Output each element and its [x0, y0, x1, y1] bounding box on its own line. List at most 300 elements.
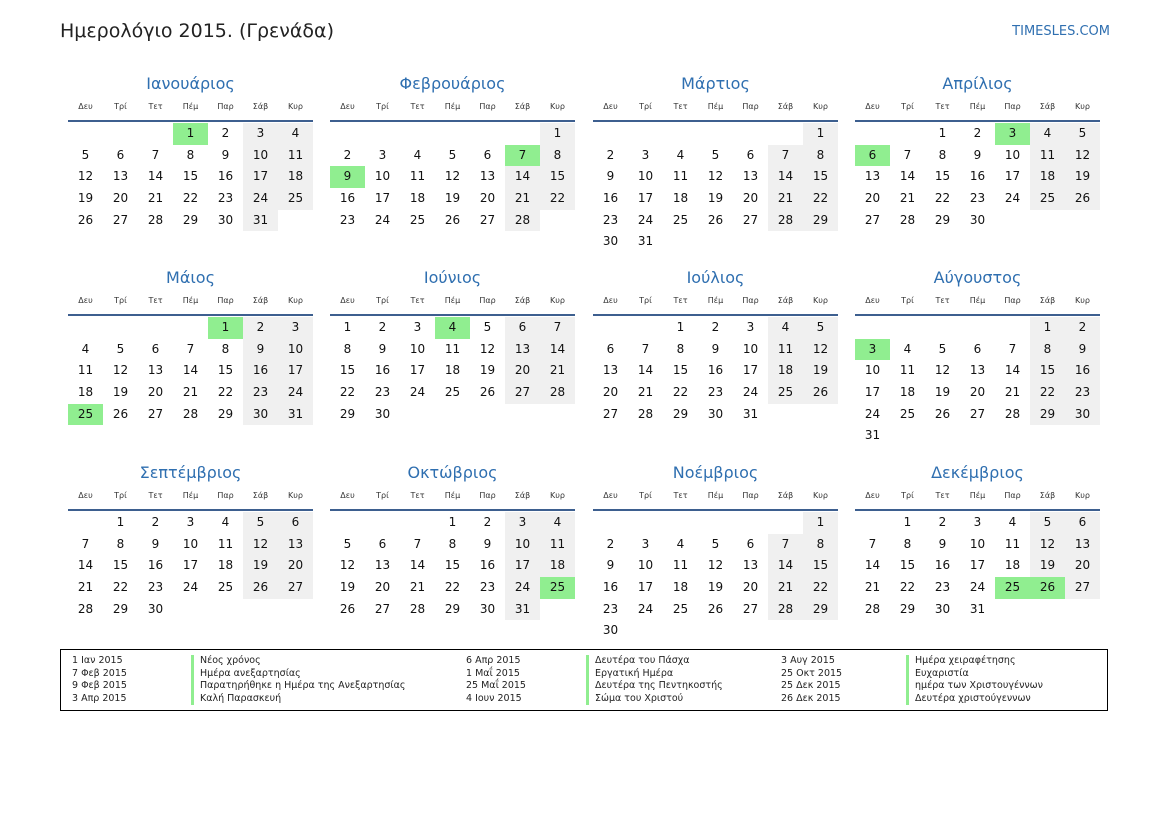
- day-cell: 20: [374, 580, 391, 595]
- day-cell: 18: [77, 385, 94, 400]
- month-title: Φεβρουάριος: [399, 74, 506, 93]
- weekday-label: Παρ: [479, 296, 496, 305]
- day-cell: 9: [973, 147, 982, 162]
- day-cell: 18: [899, 385, 916, 400]
- weekday-header: [330, 490, 575, 511]
- day-cell: 28: [899, 212, 916, 227]
- day-cell: 23: [602, 601, 619, 616]
- day-cell: 8: [448, 536, 457, 551]
- day-cell: 8: [221, 341, 230, 356]
- day-cell: 30: [374, 406, 391, 421]
- day-cell: 8: [803, 534, 838, 556]
- day-cell: 22: [934, 191, 951, 206]
- weekday-label: Τρί: [639, 296, 652, 305]
- day-cell: 25: [672, 212, 689, 227]
- month-title: Ιούλιος: [686, 268, 745, 287]
- day-cell: 21: [768, 188, 803, 210]
- day-cell: 12: [112, 363, 129, 378]
- month-calendar: [855, 462, 1100, 620]
- day-cell: 5: [483, 320, 492, 334]
- day-cell: 21: [505, 188, 540, 210]
- weekday-label: Δευ: [340, 491, 355, 500]
- holiday-day-cell: 3: [995, 123, 1030, 145]
- day-cell: 8: [903, 536, 912, 551]
- weekday-label: Πέμ: [444, 102, 461, 111]
- day-cell: 9: [711, 341, 720, 356]
- holiday-date: 25 Μαΐ 2015: [466, 680, 526, 692]
- day-cell: 30: [602, 623, 619, 638]
- day-cell: 9: [243, 339, 278, 361]
- weekday-label: Παρ: [217, 491, 234, 500]
- day-cell: 28: [540, 382, 575, 404]
- day-cell: 4: [1030, 123, 1065, 145]
- weekday-label: Σάβ: [1039, 102, 1056, 111]
- empty-day-cell: [138, 123, 173, 145]
- day-cell: 19: [77, 191, 94, 206]
- day-cell: 16: [602, 191, 619, 206]
- day-cell: 18: [409, 191, 426, 206]
- month-calendar: [593, 267, 838, 425]
- day-cell: 10: [243, 145, 278, 167]
- day-cell: 24: [637, 212, 654, 227]
- day-cell: 19: [339, 580, 356, 595]
- day-cell: 28: [768, 210, 803, 232]
- day-cell: 3: [413, 320, 422, 334]
- weekday-label: Τρί: [639, 102, 652, 111]
- empty-day-cell: [138, 317, 173, 339]
- day-cell: 11: [768, 339, 803, 361]
- day-cell: 31: [864, 428, 881, 443]
- empty-day-cell: [173, 317, 208, 339]
- day-cell: 16: [707, 363, 724, 378]
- empty-day-cell: [68, 317, 103, 339]
- day-cell: 11: [1030, 145, 1065, 167]
- weekday-label: Πέμ: [182, 102, 199, 111]
- holiday-name: ημέρα των Χριστουγέννων: [906, 680, 1043, 693]
- day-cell: 27: [479, 212, 496, 227]
- day-cell: 10: [182, 536, 199, 551]
- day-cell: 13: [505, 339, 540, 361]
- day-cell: 25: [278, 188, 313, 210]
- weekday-label: Παρ: [479, 491, 496, 500]
- day-cell: 9: [151, 536, 160, 551]
- days-grid: [593, 123, 838, 253]
- day-cell: 17: [637, 580, 654, 595]
- day-cell: 20: [278, 555, 313, 577]
- weekday-header: [593, 101, 838, 122]
- day-cell: 18: [672, 191, 689, 206]
- weekday-label: Πέμ: [969, 102, 986, 111]
- empty-day-cell: [330, 512, 365, 534]
- day-cell: 2: [973, 126, 982, 140]
- day-cell: 11: [444, 341, 461, 356]
- day-cell: 28: [409, 601, 426, 616]
- day-cell: 15: [803, 166, 838, 188]
- day-cell: 5: [711, 147, 720, 162]
- holiday-day-cell: 25: [540, 577, 575, 599]
- day-cell: 30: [969, 212, 986, 227]
- empty-day-cell: [663, 512, 698, 534]
- day-cell: 14: [768, 555, 803, 577]
- day-cell: 25: [217, 580, 234, 595]
- day-cell: 18: [278, 166, 313, 188]
- day-cell: 30: [479, 601, 496, 616]
- days-grid: [68, 123, 313, 231]
- day-cell: 21: [409, 580, 426, 595]
- holiday-date: 1 Ιαν 2015: [72, 655, 123, 666]
- day-cell: 13: [479, 169, 496, 184]
- day-cell: 6: [378, 536, 387, 551]
- empty-day-cell: [628, 317, 663, 339]
- day-cell: 12: [1030, 534, 1065, 556]
- month-title: Νοέμβριος: [672, 463, 759, 482]
- holiday-day-cell: 25: [68, 404, 103, 426]
- day-cell: 22: [444, 580, 461, 595]
- day-cell: 17: [969, 558, 986, 573]
- day-cell: 27: [147, 406, 164, 421]
- day-cell: 7: [151, 147, 160, 162]
- days-grid: [68, 317, 313, 425]
- day-cell: 20: [479, 191, 496, 206]
- day-cell: 26: [707, 212, 724, 227]
- day-cell: 6: [151, 341, 160, 356]
- empty-day-cell: [768, 123, 803, 145]
- day-cell: 10: [374, 169, 391, 184]
- weekday-label: Τετ: [935, 296, 950, 305]
- day-cell: 15: [182, 169, 199, 184]
- day-cell: 21: [637, 385, 654, 400]
- day-cell: 16: [479, 558, 496, 573]
- day-cell: 8: [343, 341, 352, 356]
- weekday-header: [855, 101, 1100, 122]
- month-calendar: [593, 462, 838, 642]
- empty-day-cell: [330, 123, 365, 145]
- day-cell: 27: [969, 406, 986, 421]
- day-cell: 30: [147, 601, 164, 616]
- weekday-label: Παρ: [1004, 491, 1021, 500]
- day-cell: 1: [116, 515, 125, 529]
- weekday-label: Παρ: [742, 102, 759, 111]
- day-cell: 21: [899, 191, 916, 206]
- day-cell: 15: [934, 169, 951, 184]
- holiday-name: Σώμα του Χριστού: [586, 693, 683, 706]
- day-cell: 19: [444, 191, 461, 206]
- day-cell: 14: [1004, 363, 1021, 378]
- weekday-label: Τετ: [410, 296, 425, 305]
- weekday-label: Τετ: [410, 491, 425, 500]
- empty-day-cell: [663, 123, 698, 145]
- day-cell: 14: [505, 166, 540, 188]
- day-cell: 3: [243, 123, 278, 145]
- day-cell: 27: [112, 212, 129, 227]
- day-cell: 28: [77, 601, 94, 616]
- day-cell: 23: [217, 191, 234, 206]
- day-cell: 24: [505, 577, 540, 599]
- day-cell: 20: [602, 385, 619, 400]
- day-cell: 11: [899, 363, 916, 378]
- weekday-header: [330, 295, 575, 316]
- day-cell: 24: [637, 601, 654, 616]
- day-cell: 18: [768, 360, 803, 382]
- day-cell: 21: [182, 385, 199, 400]
- month-title: Οκτώβριος: [407, 463, 498, 482]
- weekday-header: [330, 101, 575, 122]
- site-link[interactable]: TIMESLES.COM: [1012, 24, 1110, 39]
- day-cell: 25: [672, 601, 689, 616]
- weekday-label: Πέμ: [707, 102, 724, 111]
- weekday-label: Πέμ: [707, 491, 724, 500]
- day-cell: 16: [969, 169, 986, 184]
- month-calendar: [330, 73, 575, 231]
- weekday-label: Κυρ: [550, 296, 565, 305]
- day-cell: 2: [221, 126, 230, 140]
- month-calendar: [855, 267, 1100, 447]
- weekday-header: [593, 490, 838, 511]
- day-cell: 6: [606, 341, 615, 356]
- day-cell: 9: [606, 169, 615, 184]
- day-cell: 11: [672, 169, 689, 184]
- day-cell: 24: [374, 212, 391, 227]
- day-cell: 23: [934, 580, 951, 595]
- month-title: Ιανουάριος: [146, 74, 235, 93]
- day-cell: 12: [444, 169, 461, 184]
- holiday-date: 3 Απρ 2015: [72, 692, 127, 704]
- day-cell: 5: [711, 536, 720, 551]
- day-cell: 27: [602, 406, 619, 421]
- day-cell: 10: [742, 341, 759, 356]
- holiday-date: 26 Δεκ 2015: [781, 692, 841, 704]
- weekday-label: Πέμ: [444, 296, 461, 305]
- day-cell: 17: [278, 360, 313, 382]
- day-cell: 3: [378, 147, 387, 162]
- day-cell: 16: [602, 580, 619, 595]
- day-cell: 16: [1065, 360, 1100, 382]
- empty-day-cell: [68, 123, 103, 145]
- day-cell: 12: [707, 169, 724, 184]
- holiday-day-cell: 9: [330, 166, 365, 188]
- day-cell: 27: [864, 212, 881, 227]
- day-cell: 4: [278, 123, 313, 145]
- day-cell: 23: [243, 382, 278, 404]
- day-cell: 25: [768, 382, 803, 404]
- day-cell: 19: [934, 385, 951, 400]
- day-cell: 14: [147, 169, 164, 184]
- weekday-label: Τρί: [639, 491, 652, 500]
- day-cell: 19: [112, 385, 129, 400]
- day-cell: 25: [409, 212, 426, 227]
- weekday-label: Τρί: [114, 491, 127, 500]
- day-cell: 23: [969, 191, 986, 206]
- day-cell: 11: [217, 536, 234, 551]
- day-cell: 28: [505, 210, 540, 232]
- day-cell: 15: [217, 363, 234, 378]
- day-cell: 6: [505, 317, 540, 339]
- day-cell: 9: [483, 536, 492, 551]
- day-cell: 23: [1065, 382, 1100, 404]
- day-cell: 13: [864, 169, 881, 184]
- month-title: Ιούνιος: [423, 268, 482, 287]
- day-cell: 24: [182, 580, 199, 595]
- day-cell: 5: [243, 512, 278, 534]
- day-cell: 2: [343, 147, 352, 162]
- empty-day-cell: [68, 512, 103, 534]
- day-cell: 6: [1065, 512, 1100, 534]
- day-cell: 14: [409, 558, 426, 573]
- day-cell: 4: [540, 512, 575, 534]
- day-cell: 5: [116, 341, 125, 356]
- weekday-label: Δευ: [340, 102, 355, 111]
- weekday-label: Πέμ: [707, 296, 724, 305]
- day-cell: 14: [864, 558, 881, 573]
- day-cell: 22: [339, 385, 356, 400]
- holiday-date: 3 Αυγ 2015: [781, 655, 835, 666]
- day-cell: 12: [1065, 145, 1100, 167]
- day-cell: 7: [641, 341, 650, 356]
- month-title: Μάιος: [166, 268, 215, 287]
- weekday-header: [68, 490, 313, 511]
- day-cell: 3: [641, 147, 650, 162]
- empty-day-cell: [890, 317, 925, 339]
- holiday-day-cell: 4: [435, 317, 470, 339]
- day-cell: 13: [374, 558, 391, 573]
- days-grid: [68, 512, 313, 620]
- day-cell: 30: [217, 212, 234, 227]
- holiday-name: Δευτέρα της Πεντηκοστής: [586, 680, 723, 693]
- holiday-date: 7 Φεβ 2015: [72, 667, 127, 679]
- empty-day-cell: [768, 512, 803, 534]
- weekday-label: Πέμ: [182, 491, 199, 500]
- day-cell: 18: [1030, 166, 1065, 188]
- month-calendar: [855, 73, 1100, 231]
- empty-day-cell: [628, 512, 663, 534]
- day-cell: 28: [1004, 406, 1021, 421]
- day-cell: 4: [221, 515, 230, 529]
- month-title: Απρίλιος: [942, 74, 1013, 93]
- day-cell: 25: [444, 385, 461, 400]
- day-cell: 8: [938, 147, 947, 162]
- day-cell: 29: [934, 212, 951, 227]
- day-cell: 27: [742, 212, 759, 227]
- empty-day-cell: [593, 317, 628, 339]
- day-cell: 5: [938, 341, 947, 356]
- day-cell: 12: [803, 339, 838, 361]
- day-cell: 29: [112, 601, 129, 616]
- day-cell: 4: [81, 341, 90, 356]
- day-cell: 1: [448, 515, 457, 529]
- day-cell: 2: [151, 515, 160, 529]
- weekday-label: Δευ: [603, 102, 618, 111]
- holiday-day-cell: 25: [995, 577, 1030, 599]
- day-cell: 15: [540, 166, 575, 188]
- day-cell: 12: [243, 534, 278, 556]
- month-title: Σεπτέμβριος: [139, 463, 242, 482]
- day-cell: 3: [278, 317, 313, 339]
- day-cell: 20: [742, 191, 759, 206]
- weekday-label: Τρί: [114, 296, 127, 305]
- day-cell: 26: [803, 382, 838, 404]
- weekday-label: Πέμ: [969, 296, 986, 305]
- empty-day-cell: [698, 512, 733, 534]
- holiday-name: Ευχαριστία: [906, 668, 969, 681]
- day-cell: 13: [742, 169, 759, 184]
- weekday-label: Σάβ: [1039, 491, 1056, 500]
- day-cell: 6: [278, 512, 313, 534]
- day-cell: 29: [182, 212, 199, 227]
- weekday-label: Κυρ: [813, 102, 828, 111]
- day-cell: 17: [243, 166, 278, 188]
- day-cell: 26: [444, 212, 461, 227]
- empty-day-cell: [470, 123, 505, 145]
- day-cell: 26: [707, 601, 724, 616]
- day-cell: 21: [1004, 385, 1021, 400]
- weekday-label: Τρί: [376, 102, 389, 111]
- day-cell: 12: [707, 558, 724, 573]
- day-cell: 31: [637, 234, 654, 249]
- day-cell: 1: [803, 512, 838, 534]
- day-cell: 8: [1030, 339, 1065, 361]
- month-calendar: [330, 462, 575, 620]
- days-grid: [330, 123, 575, 231]
- day-cell: 29: [899, 601, 916, 616]
- day-cell: 13: [278, 534, 313, 556]
- day-cell: 30: [1065, 404, 1100, 426]
- weekday-label: Σάβ: [252, 491, 269, 500]
- day-cell: 25: [1030, 188, 1065, 210]
- weekday-label: Δευ: [865, 296, 880, 305]
- day-cell: 26: [479, 385, 496, 400]
- weekday-label: Κυρ: [288, 102, 303, 111]
- holiday-name: Δευτέρα του Πάσχα: [586, 655, 690, 668]
- day-cell: 5: [81, 147, 90, 162]
- weekday-label: Τετ: [673, 102, 688, 111]
- day-cell: 1: [803, 123, 838, 145]
- day-cell: 15: [899, 558, 916, 573]
- weekday-label: Πέμ: [444, 491, 461, 500]
- day-cell: 20: [864, 191, 881, 206]
- weekday-label: Σάβ: [514, 296, 531, 305]
- day-cell: 23: [602, 212, 619, 227]
- days-grid: [330, 512, 575, 620]
- day-cell: 22: [803, 577, 838, 599]
- holiday-date: 25 Δεκ 2015: [781, 680, 841, 692]
- day-cell: 25: [899, 406, 916, 421]
- weekday-label: Κυρ: [813, 296, 828, 305]
- day-cell: 14: [77, 558, 94, 573]
- weekday-label: Τετ: [935, 102, 950, 111]
- day-cell: 4: [1008, 515, 1017, 529]
- day-cell: 3: [973, 515, 982, 529]
- day-cell: 8: [676, 341, 685, 356]
- day-cell: 16: [147, 558, 164, 573]
- day-cell: 4: [768, 317, 803, 339]
- days-grid: [593, 317, 838, 425]
- weekday-label: Κυρ: [1075, 102, 1090, 111]
- empty-day-cell: [925, 317, 960, 339]
- day-cell: 14: [899, 169, 916, 184]
- holiday-name: Παρατηρήθηκε η Ημέρα της Ανεξαρτησίας: [191, 680, 405, 693]
- day-cell: 21: [540, 360, 575, 382]
- holiday-date: 9 Φεβ 2015: [72, 680, 127, 692]
- day-cell: 19: [243, 555, 278, 577]
- weekday-label: Σάβ: [252, 102, 269, 111]
- day-cell: 27: [1065, 577, 1100, 599]
- empty-day-cell: [890, 123, 925, 145]
- month-calendar: [68, 462, 313, 620]
- day-cell: 22: [112, 580, 129, 595]
- weekday-label: Τετ: [410, 102, 425, 111]
- day-cell: 28: [637, 406, 654, 421]
- day-cell: 26: [77, 212, 94, 227]
